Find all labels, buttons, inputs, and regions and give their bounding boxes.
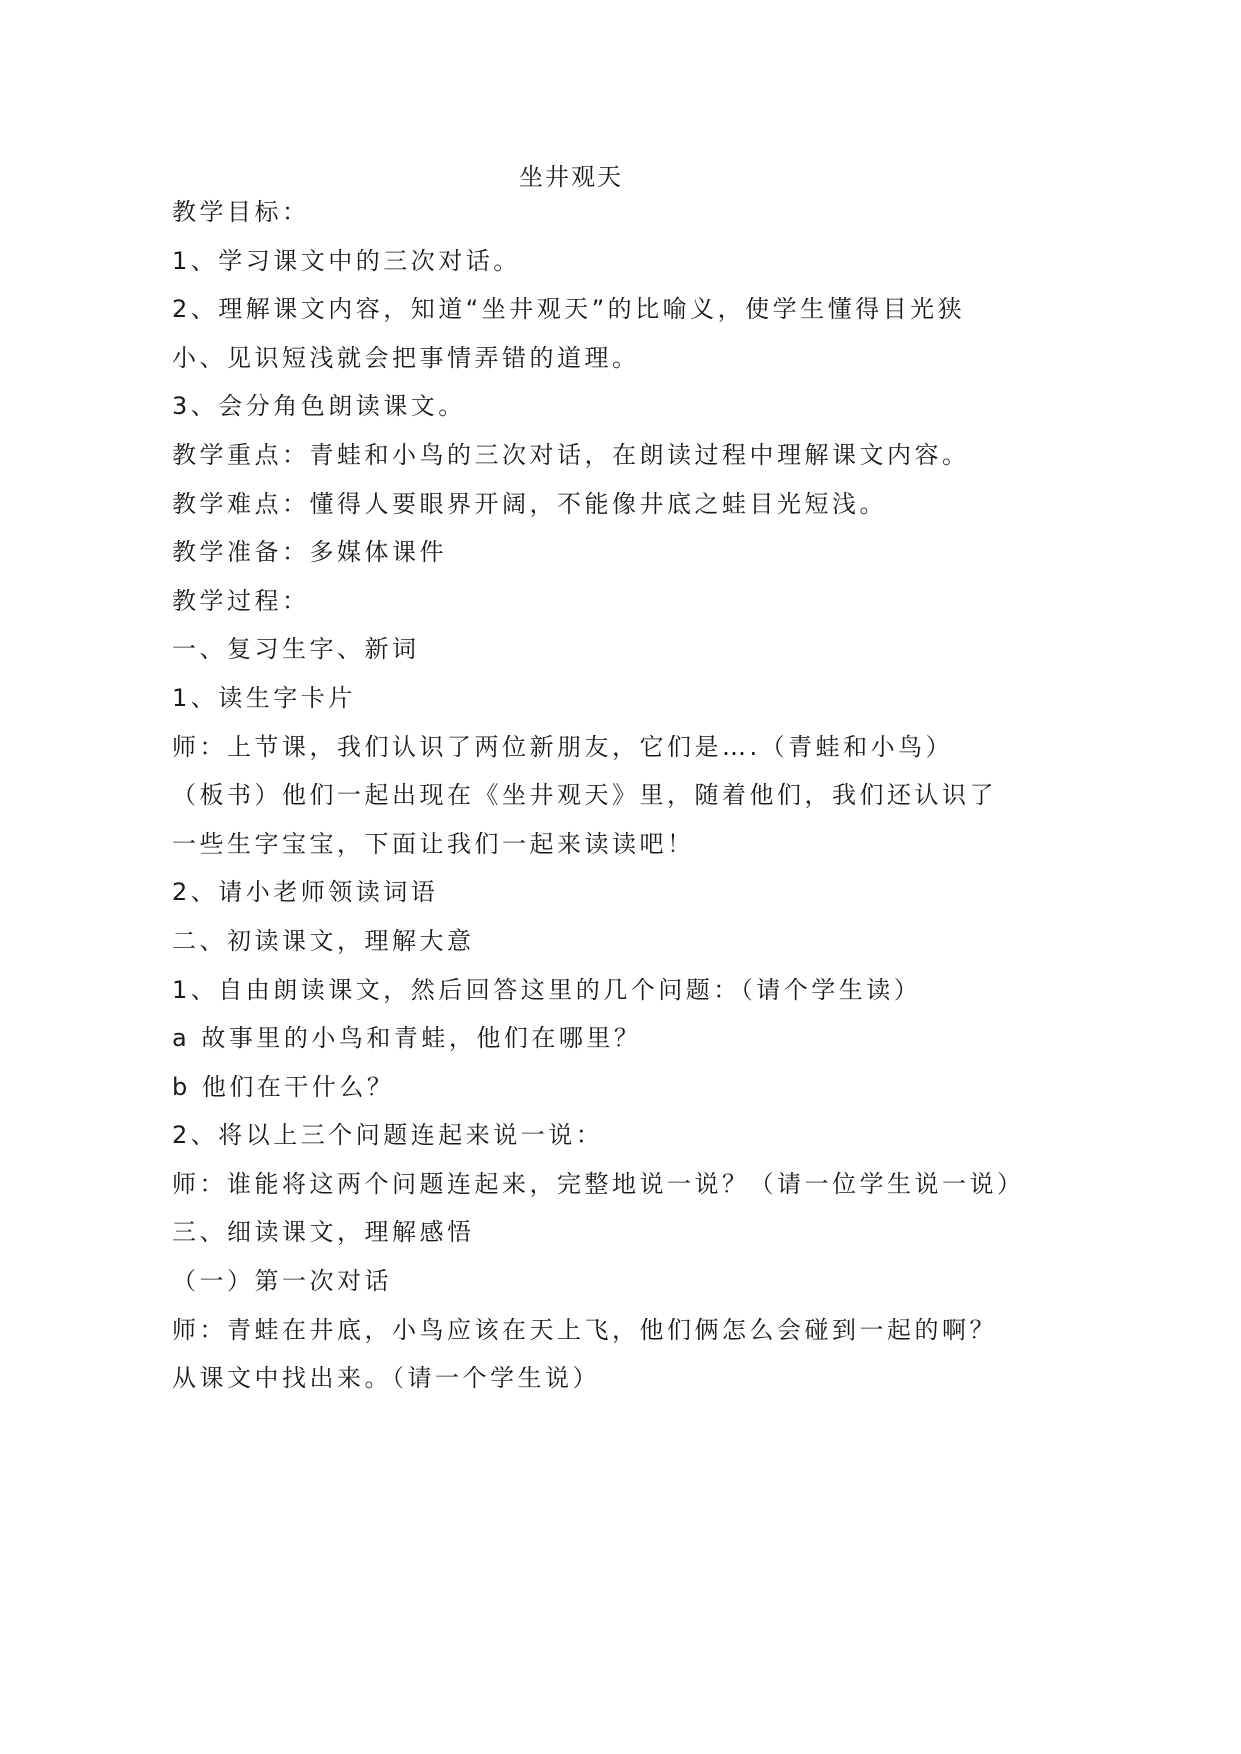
- objective-3: 3、会分角色朗读课文。: [172, 392, 466, 421]
- preparation: 教学准备：多媒体课件: [172, 538, 447, 567]
- document-title: 坐井观天: [519, 163, 623, 191]
- dialogue-1-heading: （一）第一次对话: [172, 1267, 392, 1296]
- objective-2-cont: 小、见识短浅就会把事情弄错的道理。: [172, 343, 640, 372]
- process-heading: 教学过程：: [172, 586, 310, 615]
- section-3-heading: 三、细读课文，理解感悟: [172, 1218, 475, 1247]
- difficult-point: 教学难点：懂得人要眼界开阔，不能像井底之蛙目光短浅。: [172, 489, 887, 518]
- question-a: a 故事里的小鸟和青蛙，他们在哪里？: [172, 1024, 642, 1053]
- section-2-item-1: 1、自由朗读课文，然后回答这里的几个问题：（请个学生读）: [172, 975, 922, 1004]
- document-body: [172, 188, 1025, 1403]
- teacher-line-1-cont-2: 一些生字宝宝，下面让我们一起来读读吧！: [172, 829, 695, 858]
- question-b: b 他们在干什么？: [172, 1072, 395, 1101]
- section-1-item-2: 2、请小老师领读词语: [172, 878, 439, 907]
- section-1-item-1: 1、读生字卡片: [172, 683, 356, 712]
- objectives-heading: 教学目标：: [172, 198, 310, 226]
- objective-2: 2、理解课文内容，知道“坐井观天”的比喻义，使学生懂得目光狭: [172, 295, 966, 324]
- teacher-line-1: 师：上节课，我们认识了两位新朋友，它们是….（青蛙和小鸟）: [172, 732, 954, 761]
- teacher-line-1-cont: （板书）他们一起出现在《坐井观天》里，随着他们，我们还认识了: [172, 781, 997, 810]
- teacher-line-3-cont: 从课文中找出来。（请一个学生说）: [172, 1364, 600, 1393]
- key-point: 教学重点：青蛙和小鸟的三次对话，在朗读过程中理解课文内容。: [172, 440, 970, 469]
- section-2-heading: 二、初读课文，理解大意: [172, 926, 475, 955]
- teacher-line-3: 师：青蛙在井底，小鸟应该在天上飞，他们俩怎么会碰到一起的啊？: [172, 1315, 997, 1344]
- teacher-line-2: 师：谁能将这两个问题连起来，完整地说一说？（请一位学生说一说）: [172, 1169, 1025, 1198]
- objective-1: 1、学习课文中的三次对话。: [172, 246, 521, 275]
- section-1-heading: 一、复习生字、新词: [172, 635, 420, 664]
- section-2-item-2: 2、将以上三个问题连起来说一说：: [172, 1121, 604, 1150]
